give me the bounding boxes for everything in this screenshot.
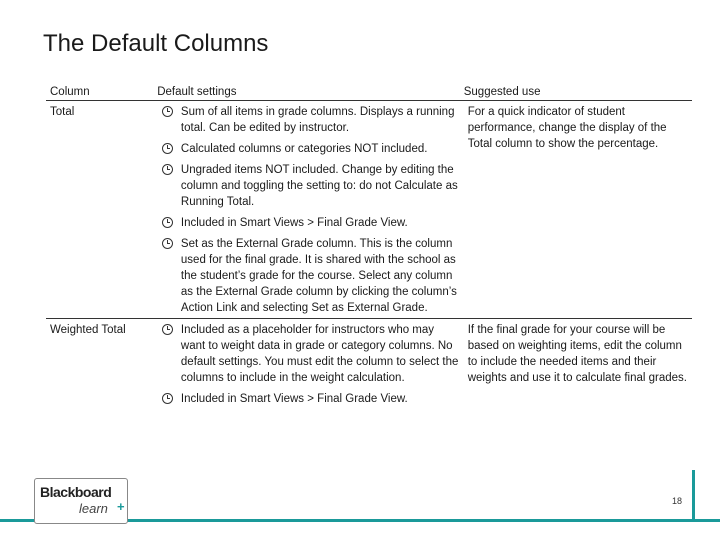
setting-text: Ungraded items NOT included. Change by editing the column and toggling the setting to: do not Calculate as Running Total. [180,164,458,208]
columns-table [46,84,692,409]
clock-icon [162,217,173,228]
header-default-settings: Default settings [157,86,237,98]
footer-accent-edge [692,470,695,522]
setting-text: Sum of all items in grade columns. Displays a running total. Can be edited by instructor. [180,106,455,134]
table-header-row [46,84,692,101]
table-row [46,319,692,389]
row-label-total: Total [50,106,75,118]
clock-icon [162,106,173,117]
row-label-weighted-total: Weighted Total [50,324,126,336]
suggested-use-total: For a quick indicator of student performance, change the display of the Total column to show the percentage. [467,106,667,150]
header-suggested-use: Suggested use [463,86,541,98]
page-title: The Default Columns [43,30,269,57]
setting-text: Set as the External Grade column. This is the column used for the final grade. It is shared with the school as the student’s grade for the course. Select any column as the External Grade column by clicking the column’s Action Link and selecting Set as External Grade. [180,238,457,314]
clock-icon [162,324,173,335]
setting-text: Calculated columns or categories NOT included. [180,143,428,155]
clock-icon [162,143,173,154]
logo-plus-icon: + [117,499,125,514]
setting-text: Included in Smart Views > Final Grade View. [180,393,408,405]
clock-icon [162,238,173,249]
table-row [46,101,692,139]
suggested-use-weighted-total: If the final grade for your course will be based on weighting items, edit the column to include the needed items and their weights and use it to calculate final grades. [467,324,688,384]
setting-text: Included as a placeholder for instructors who may want to weight data in grade or category columns. No default settings. You must edit the column to select the columns to include in the weight calculation. [180,324,459,384]
blackboard-learn-logo [34,478,128,524]
logo-sub-text: learn [79,501,108,516]
page-number: 18 [672,496,683,506]
clock-icon [162,164,173,175]
header-column: Column [50,86,90,98]
clock-icon [162,393,173,404]
logo-main-text: Blackboard [40,484,112,500]
setting-text: Included in Smart Views > Final Grade View. [180,217,408,229]
